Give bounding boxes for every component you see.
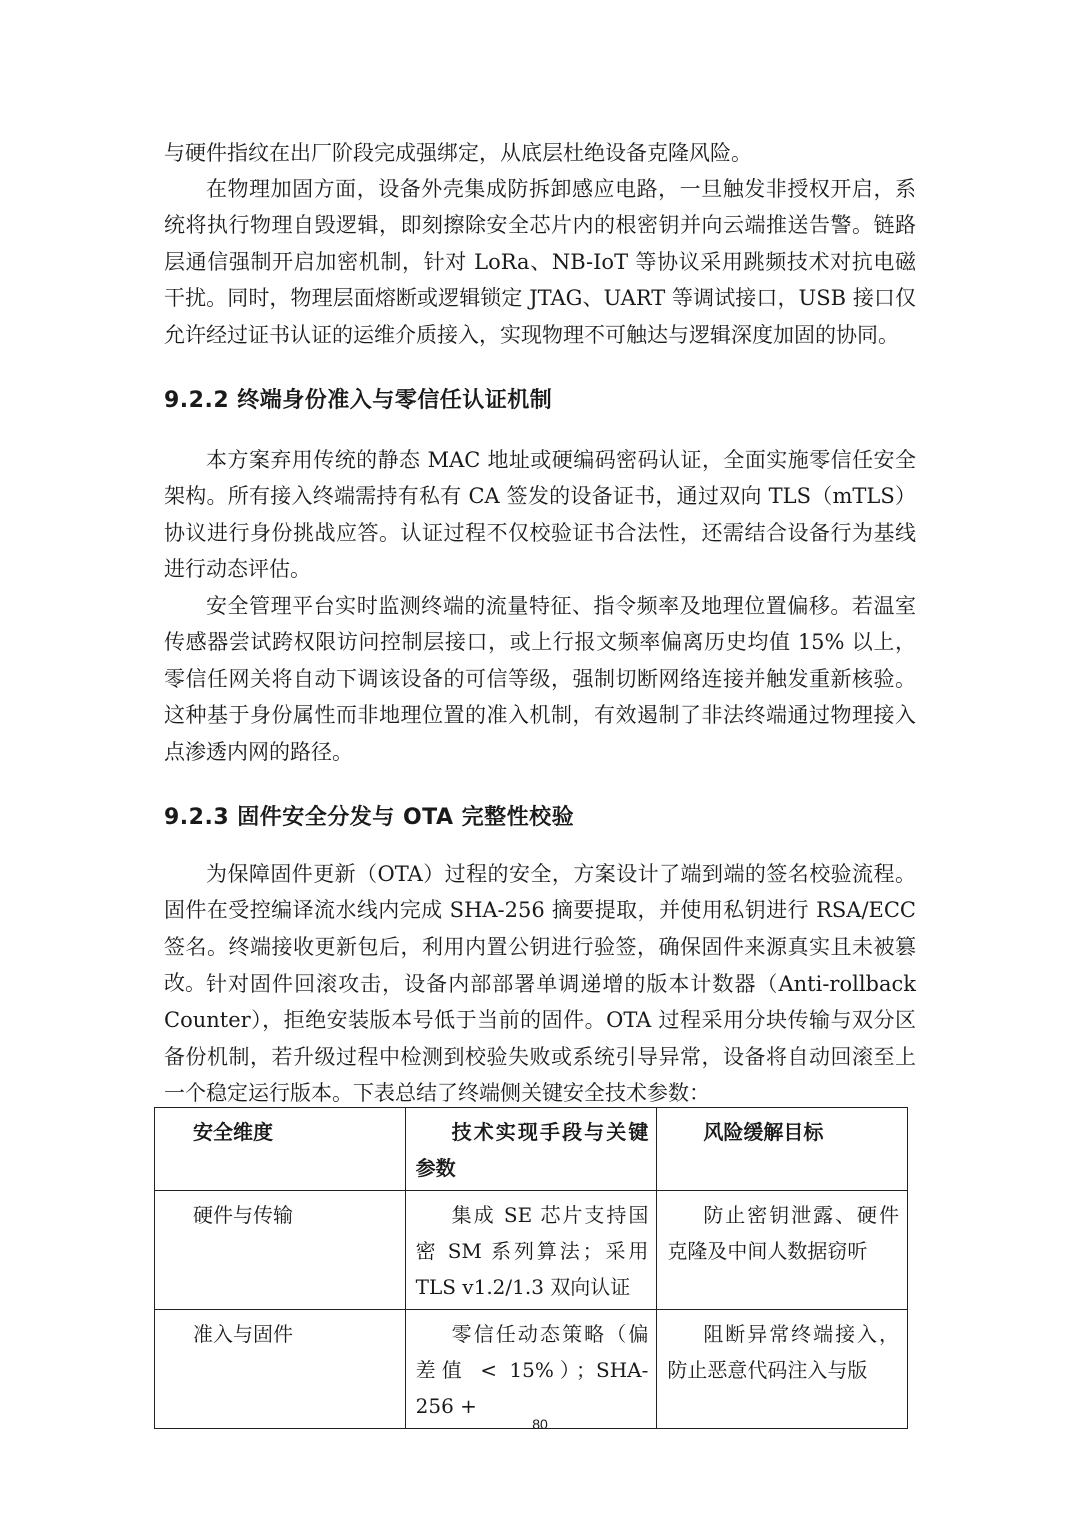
paragraph-physical-hardening: 在物理加固方面，设备外壳集成防拆卸感应电路，一旦触发非授权开启，系统将执行物理自毁逻辑，即刻擦除安全芯片内的根密钥并向云端推送告警。链路层通信强制开启加密机制，针对 LoRa、NB-IoT 等协议采用跳频技术对抗电磁干扰。同时，物理层面熔断或逻辑锁定 JTAG、UART 等调试接口，USB 接口仅允许经过证书认证的运维介质接入，实现物理不可触达与逻辑深度加固的协同。 [164, 177, 916, 347]
table-cell-means [405, 1191, 657, 1310]
table-row [155, 1191, 908, 1310]
paragraph-zero-trust: 本方案弃用传统的静态 MAC 地址或硬编码密码认证，全面实施零信任安全架构。所有接入终端需持有私有 CA 签发的设备证书，通过双向 TLS（mTLS）协议进行身份挑战应答。认证过程不仅校验证书合法性，还需结合设备行为基线进行动态评估。 [164, 448, 916, 582]
table-header-row [155, 1108, 908, 1191]
section-heading-9-2-2: 9.2.2 终端身份准入与零信任认证机制 [164, 388, 553, 413]
table-header-text: 技术实现手段与关键参数 [415, 1120, 649, 1180]
table-cell-dimension: 准入与固件 [155, 1310, 406, 1429]
paragraph-continuation: 与硬件指纹在出厂阶段完成强绑定，从底层杜绝设备克隆风险。 [164, 141, 752, 165]
table-cell-text: 防止密钥泄露、硬件克隆及中间人数据窃听 [667, 1203, 899, 1263]
table-cell-dimension: 硬件与传输 [155, 1191, 406, 1310]
security-parameters-table [154, 1107, 908, 1429]
table-header-text: 风险缓解目标 [703, 1120, 824, 1144]
table-cell-means [405, 1310, 657, 1429]
table-cell-goal [657, 1310, 908, 1429]
table-cell-text: 阻断异常终端接入，防止恶意代码注入与版 [667, 1322, 899, 1382]
table-cell-text: 零信任动态策略（偏差值 < 15%）；SHA-256 + [415, 1322, 649, 1418]
table-header-cell [405, 1108, 657, 1191]
table-header-cell: 安全维度 [155, 1108, 406, 1191]
paragraph-anti-rollback: 针对固件回滚攻击，设备内部部署单调递增的版本计数器（Anti-rollback Counter），拒绝安装版本号低于当前的固件。OTA 过程采用分块传输与双分区备份机制，若升级过程中检测到校验失败或系统引导异常，设备将自动回滚至上一个稳定运行版本。下表总结了终端侧关键安全技术参数： [164, 972, 916, 1106]
table-cell-goal [657, 1191, 908, 1310]
paragraph-ota-signing: 为保障固件更新（OTA）过程的安全，方案设计了端到端的签名校验流程。固件在受控编译流水线内完成 SHA-256 摘要提取，并使用私钥进行 RSA/ECC 签名。终端接收更新包后，利用内置公钥进行验签，确保固件来源真实且未被篡改。 [164, 862, 916, 996]
table-cell-text: 集成 SE 芯片支持国密 SM 系列算法；采用 TLS v1.2/1.3 双向认证 [415, 1203, 649, 1299]
table-row [155, 1310, 908, 1429]
page-number: 80 [532, 1416, 548, 1432]
section-heading-9-2-3: 9.2.3 固件安全分发与 OTA 完整性校验 [164, 805, 575, 830]
paragraph-monitoring: 安全管理平台实时监测终端的流量特征、指令频率及地理位置偏移。若温室传感器尝试跨权限访问控制层接口，或上行报文频率偏离历史均值 15% 以上，零信任网关将自动下调该设备的可信等级，强制切断网络连接并触发重新核验。这种基于身份属性而非地理位置的准入机制，有效遏制了非法终端通过物理接入点渗透内网的路径。 [164, 594, 916, 764]
table-header-cell [657, 1108, 908, 1191]
